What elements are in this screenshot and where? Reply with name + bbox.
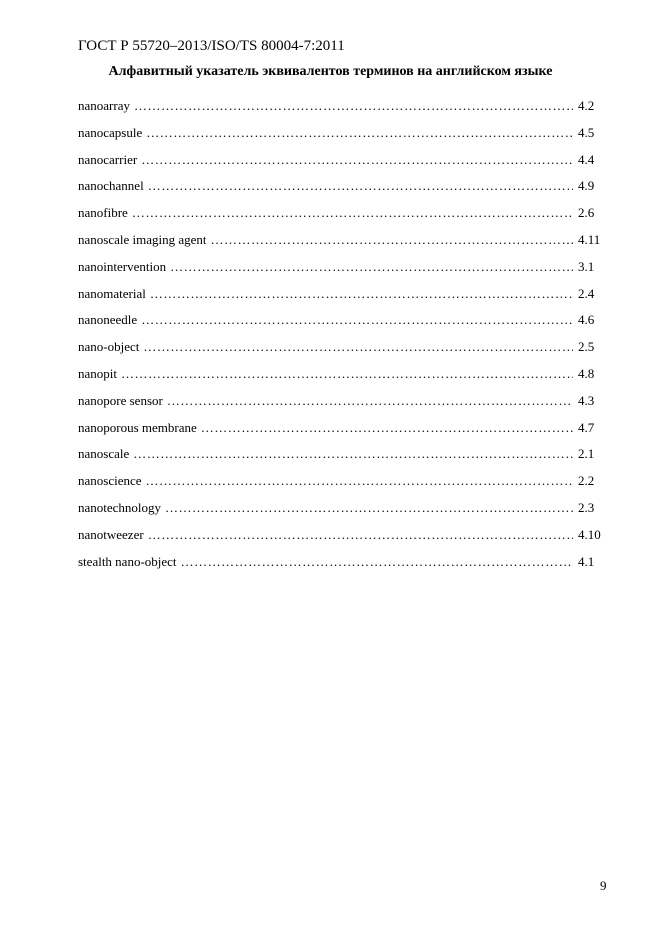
dot-leader (211, 231, 573, 249)
index-entry (78, 445, 618, 472)
index-reference: 4.7 (578, 419, 595, 435)
index-reference: 3.1 (578, 258, 595, 274)
index-term: nanotechnology (78, 499, 162, 515)
dot-leader (167, 392, 573, 410)
index-reference: 4.8 (578, 365, 595, 381)
dot-leader (146, 472, 573, 490)
index-term: stealth nano-object (78, 553, 177, 569)
index-entry (78, 151, 618, 178)
dot-leader (170, 258, 573, 276)
dot-leader (181, 553, 573, 571)
index-term: nanoarray (78, 98, 130, 113)
term-index-list (78, 97, 618, 579)
index-entry (78, 97, 618, 124)
dot-leader (141, 311, 573, 329)
index-reference: 2.2 (578, 473, 595, 489)
index-term: nanomaterial (78, 285, 146, 301)
page-number: 9 (600, 878, 607, 893)
dot-leader (121, 365, 573, 383)
index-term: nanocapsule (78, 124, 143, 140)
index-reference: 4.3 (578, 392, 595, 408)
index-reference: 4.4 (578, 151, 595, 167)
index-reference: 4.1 (578, 553, 595, 569)
index-term: nanochannel (78, 178, 144, 194)
dot-leader (141, 151, 573, 169)
document-id: ГОСТ Р 55720–2013/ISO/TS 80004-7:2011 (78, 38, 345, 54)
index-term: nanoscale (78, 446, 130, 462)
index-term: nanofibre (78, 205, 128, 221)
index-entry (78, 285, 618, 312)
index-entry (78, 526, 618, 553)
index-term: nano-object (78, 339, 140, 355)
index-reference: 4.2 (578, 98, 595, 113)
index-entry (78, 553, 618, 580)
index-entry (78, 392, 618, 419)
index-entry (78, 231, 618, 258)
index-reference: 4.10 (578, 526, 601, 542)
index-term: nanoporous membrane (78, 419, 197, 435)
index-entry (78, 124, 618, 151)
index-term: nanoscale imaging agent (78, 231, 207, 247)
index-entry (78, 338, 618, 365)
index-entry (78, 499, 618, 526)
dot-leader (134, 97, 573, 115)
index-reference: 2.5 (578, 339, 595, 355)
index-term: nanopore sensor (78, 392, 163, 408)
index-entry (78, 177, 618, 204)
index-reference: 2.6 (578, 205, 595, 221)
index-entry (78, 419, 618, 446)
dot-leader (165, 499, 573, 517)
index-entry (78, 311, 618, 338)
dot-leader (146, 124, 573, 142)
dot-leader (148, 177, 573, 195)
index-reference: 4.5 (578, 124, 595, 140)
index-term: nanoneedle (78, 312, 138, 328)
dot-leader (150, 285, 573, 303)
index-entry (78, 365, 618, 392)
index-entry (78, 258, 618, 285)
dot-leader (132, 204, 573, 222)
index-reference: 4.9 (578, 178, 595, 194)
index-title: Алфавитный указатель эквивалентов терминов на английском языке (108, 64, 553, 79)
dot-leader (133, 445, 573, 463)
index-term: nanoscience (78, 473, 142, 489)
index-reference: 2.3 (578, 499, 595, 515)
index-reference: 2.4 (578, 285, 595, 301)
index-term: nanopit (78, 365, 117, 381)
index-term: nanocarrier (78, 151, 138, 167)
index-entry (78, 204, 618, 231)
index-reference: 2.1 (578, 446, 595, 462)
index-term: nanointervention (78, 258, 167, 274)
dot-leader (143, 338, 573, 356)
index-reference: 4.11 (578, 231, 601, 247)
index-entry (78, 472, 618, 499)
index-reference: 4.6 (578, 312, 595, 328)
index-term: nanotweezer (78, 526, 144, 542)
dot-leader (201, 419, 573, 437)
dot-leader (148, 526, 573, 544)
